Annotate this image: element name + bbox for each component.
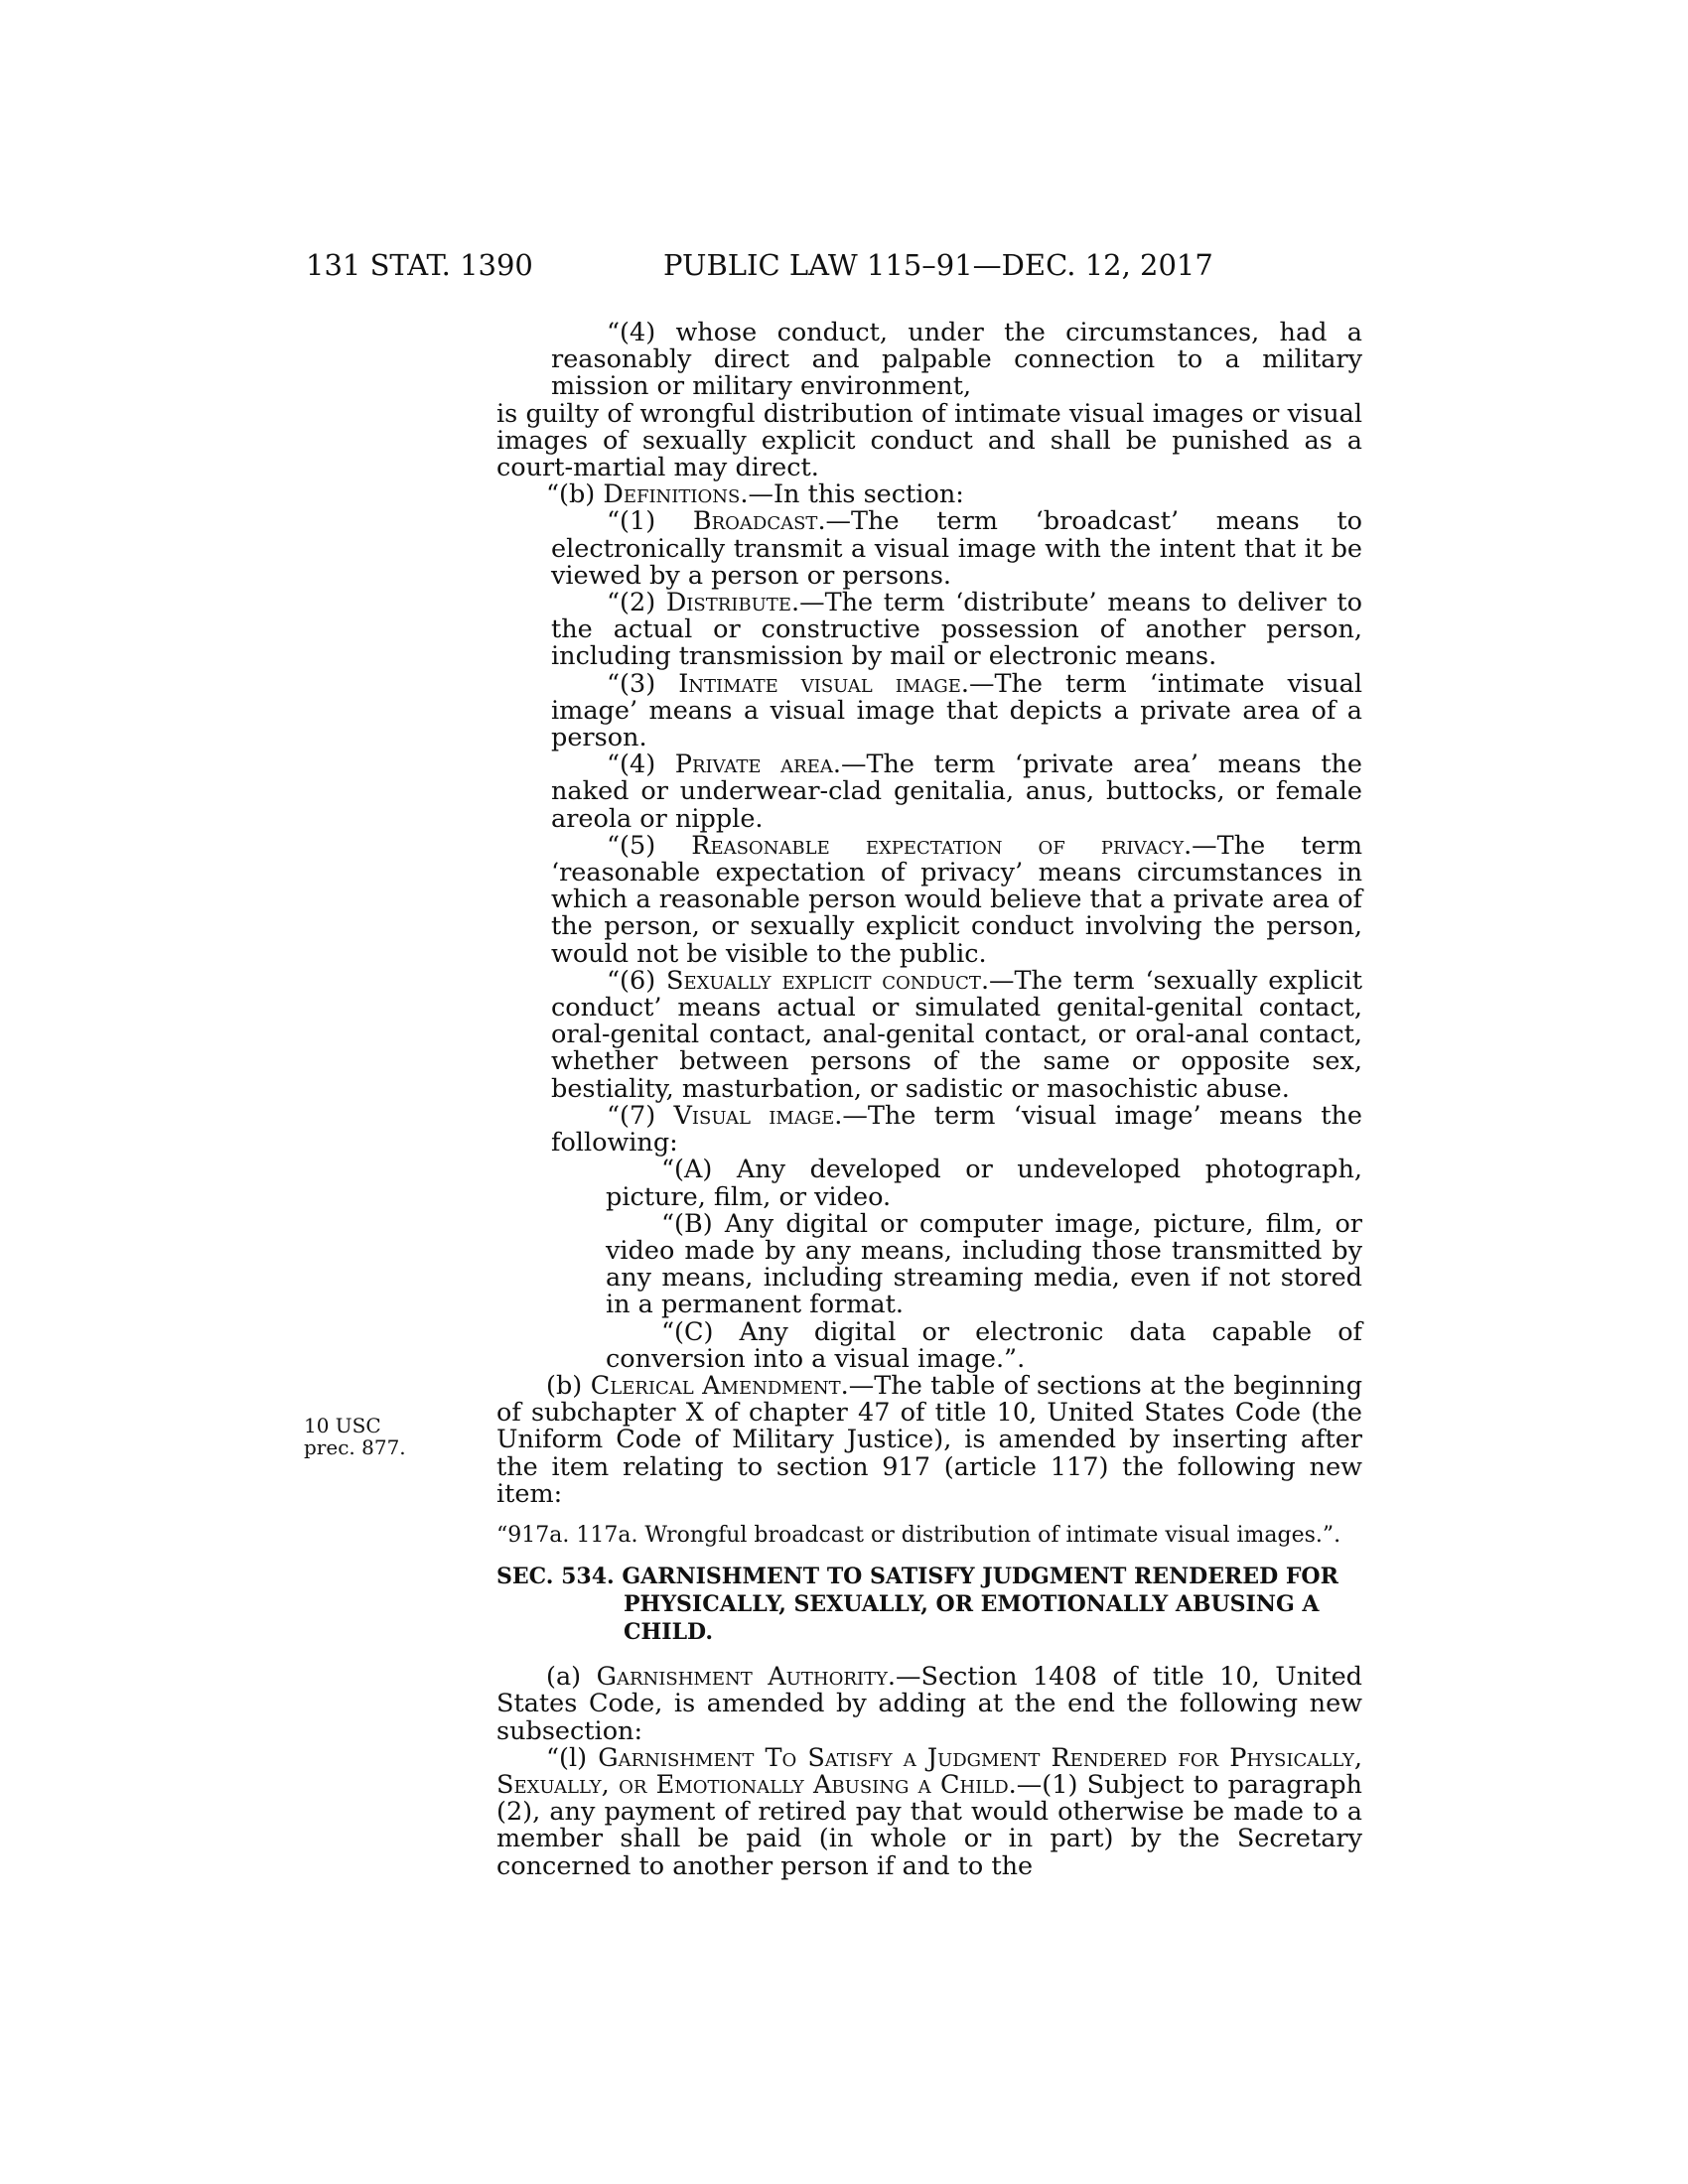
text: .—The term ‘private area’ means the naked or underwear-clad genitalia, anus, buttocks, or female areola or nipple. [551,750,1362,834]
heading: Private area [674,750,833,780]
heading: Distribute [665,588,791,618]
text: .—Section 1408 of title 10, United States Code, is amended by adding at the end the following new subsection: [496,1662,1362,1746]
visual-image-subparagraph-a: “(A) Any developed or undeveloped photograph, picture, film, or video. [606,1155,1362,1212]
prefix: “(3) [607,668,679,699]
text: .—The term ‘intimate visual image’ means a visual image that depicts a private area of a person. [551,668,1362,753]
guilty-clause: is guilty of wrongful distribution of intimate visual images or visual images of sexually explicit conduct and shall be punished as a court-martial may direct. [496,398,1362,483]
heading: Clerical Amendment [590,1370,841,1401]
visual-image-subparagraph-b: “(B) Any digital or computer image, picture, film, or video made by any means, including those transmitted by any means, including streaming media, even if not stored in a permanent format. [606,1208,1362,1320]
margin-note [304,1415,413,1458]
definition-visual-image [496,1100,1362,1159]
prefix: “(2) [607,588,666,618]
prefix: (b) [546,1370,591,1401]
clerical-amendment [496,1370,1363,1509]
new-table-item: “917a. 117a. Wrongful broadcast or distribution of intimate visual images.”. [496,1522,1341,1548]
prefix: “(6) [607,965,666,996]
definition-sexually-explicit-conduct [496,965,1362,1104]
definition-broadcast [496,508,1362,590]
prefix: (a) [546,1662,597,1693]
text: .—The term ‘sexually explicit conduct’ means actual or simulated genital-genital contact, oral-genital contact, anal-genital contact, or oral-anal contact, whether between persons of the same or opposite sex, bestiality, masturbation, or sadistic or masochistic abuse. [551,965,1362,1104]
text: .—The term ‘reasonable expectation of privacy’ means circumstances in which a reasonable person would believe that a private area of the person, or sexually explicit conduct involving the person, would not be visible to the public. [551,830,1362,969]
heading: Broadcast [692,506,818,537]
margin-note-line-1: 10 USC [304,1414,381,1437]
prefix: “(4) [607,750,675,780]
heading: Garnishment To Satisfy a Judgment Rendered for Physically, Sexually, or Emotionally Abusing a Child [496,1742,1362,1800]
subsection-b-definitions [496,481,1362,508]
section-534-heading: SEC. 534. GARNISHMENT TO SATISFY JUDGMENT RENDERED FOR PHYSICALLY, SEXUALLY, OR EMOTIONALLY ABUSING A CHILD. [496,1564,1338,1646]
subsection-l-garnishment [496,1742,1362,1881]
text: .—In this section: [740,479,964,510]
heading: Garnishment Authority [596,1662,888,1693]
text: .—The term ‘distribute’ means to deliver to the actual or constructive possession of another person, including transmission by mail or electronic means. [551,588,1362,672]
margin-note-line-2: prec. 877. [304,1435,406,1459]
definition-reasonable-expectation-of-privacy [496,830,1362,969]
statute-citation: 131 STAT. 1390 [306,248,533,282]
law-title: PUBLIC LAW 115–91—DEC. 12, 2017 [663,248,1213,282]
prefix: “(b) [546,479,604,510]
prefix: “(5) [607,830,692,861]
text: .—The term ‘broadcast’ means to electronically transmit a visual image with the intent that it be viewed by a person or persons. [551,506,1363,591]
heading: Sexually explicit conduct [665,965,981,996]
text: .—The table of sections at the beginning of subchapter X of chapter 47 of title 10, United States Code (the Uniform Code of Military Justice), is amended by inserting after the item relating to section 917 (article 117) the following new item: [496,1370,1363,1509]
definition-private-area [496,751,1362,833]
heading: Intimate visual image [678,668,961,699]
prefix: “(7) [607,1100,674,1131]
garnishment-authority [496,1664,1362,1745]
definition-distribute [496,590,1362,671]
heading: Definitions [603,479,741,510]
paragraph-4-whose-conduct: “(4) whose conduct, under the circumstances, had a reasonably direct and palpable connection to a military mission or military environment, [551,318,1362,402]
definition-intimate-visual-image [496,668,1362,753]
heading: Reasonable expectation of privacy [691,830,1185,861]
document-body [496,320,1362,1880]
page-header [306,248,1213,296]
prefix: “(1) [607,506,693,537]
text: .—(1) Subject to paragraph (2), any payment of retired pay that would otherwise be made to a member shall be paid (in whole or in part) by the Secretary concerned to another person if and to the [496,1769,1362,1881]
heading: Visual image [673,1100,835,1131]
visual-image-subparagraph-c: “(C) Any digital or electronic data capable of conversion into a visual image.”. [606,1316,1362,1374]
prefix: “(l) [546,1742,599,1773]
text: .—The term ‘visual image’ means the following: [551,1100,1362,1159]
